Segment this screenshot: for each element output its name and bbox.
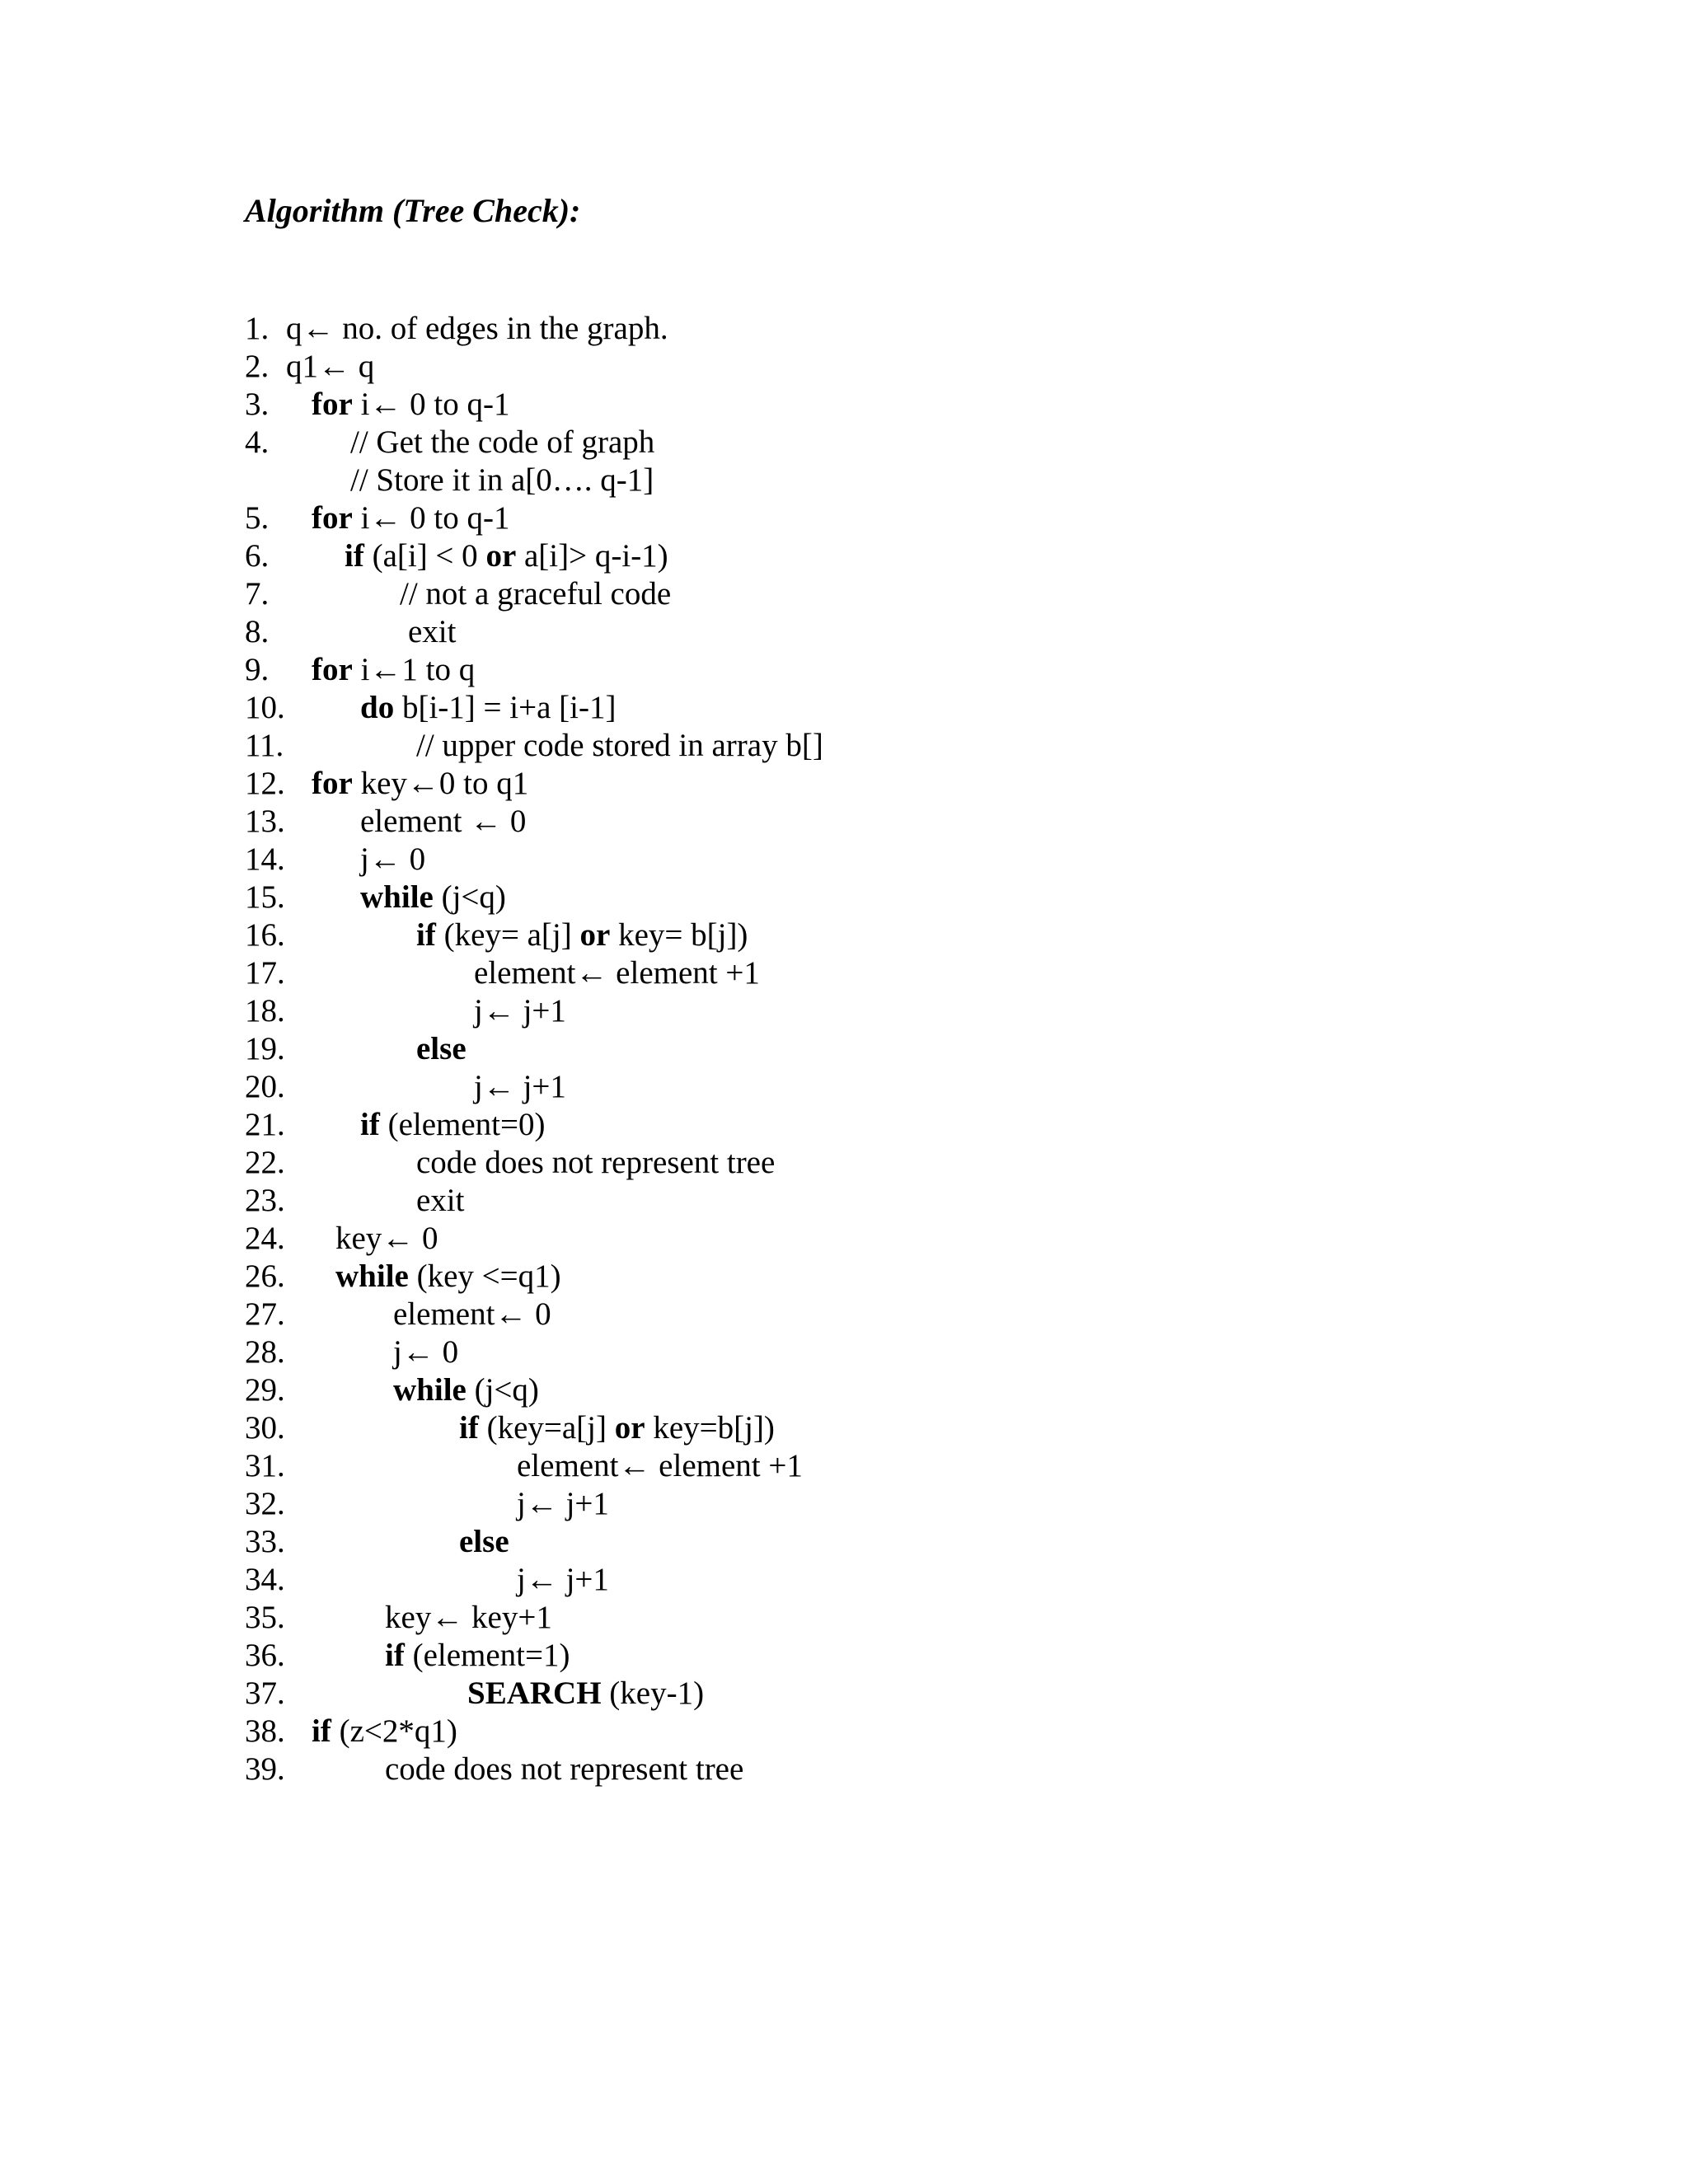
line-number: 10. (245, 690, 285, 725)
keyword: else (459, 1524, 509, 1559)
line-code (350, 424, 654, 462)
code-text: key← key+1 (385, 1600, 552, 1635)
line-number: 9. (245, 652, 270, 687)
line-number: 21. (245, 1107, 285, 1142)
code-text: (z<2*q1) (331, 1713, 457, 1749)
line-code (286, 348, 374, 386)
keyword: while (360, 879, 434, 915)
code-text: code does not represent tree (416, 1145, 776, 1180)
line-number: 13. (245, 804, 285, 839)
code-text: element ← 0 (360, 804, 527, 839)
keyword: else (416, 1031, 467, 1066)
code-text: exit (416, 1183, 465, 1218)
line-code (360, 1106, 545, 1144)
keyword: while (335, 1258, 409, 1294)
code-text: (key=a[j] (478, 1410, 615, 1446)
line-number: 15. (245, 879, 285, 915)
line-number: 20. (245, 1069, 285, 1104)
line-code (416, 1144, 775, 1182)
line-code (474, 1068, 566, 1106)
line-number: 31. (245, 1448, 285, 1483)
line-code (459, 1523, 509, 1561)
line-code (393, 1333, 458, 1371)
line-number: 37. (245, 1675, 285, 1711)
code-text: (j<q) (433, 879, 506, 915)
code-text: exit (408, 614, 457, 649)
line-number: 14. (245, 841, 285, 877)
code-text: j← 0 (393, 1334, 459, 1370)
code-text: element← 0 (393, 1296, 551, 1332)
line-number: 23. (245, 1183, 285, 1218)
keyword: if (385, 1638, 405, 1673)
line-code (459, 1409, 775, 1447)
keyword: if (459, 1410, 479, 1446)
code-text: key← 0 (335, 1221, 438, 1256)
line-code (416, 727, 823, 765)
line-number: 28. (245, 1334, 285, 1370)
line-number: 39. (245, 1751, 285, 1787)
keyword: if (345, 538, 364, 574)
code-text: code does not represent tree (385, 1751, 744, 1787)
line-number: 30. (245, 1410, 285, 1446)
code-text: j← j+1 (517, 1486, 609, 1521)
keyword: or (485, 538, 517, 574)
line-code (416, 916, 748, 954)
line-code (360, 841, 425, 879)
code-text: j← j+1 (474, 1069, 566, 1104)
line-number: 32. (245, 1486, 285, 1521)
line-code (416, 1182, 464, 1220)
line-number: 26. (245, 1258, 285, 1294)
line-number: 11. (245, 728, 284, 763)
code-text: j← j+1 (517, 1562, 609, 1597)
code-text: j← j+1 (474, 993, 566, 1029)
keyword: while (393, 1372, 467, 1408)
line-code (400, 575, 671, 613)
line-number: 18. (245, 993, 285, 1029)
line-code (360, 689, 616, 727)
line-number: 36. (245, 1638, 285, 1673)
line-number: 5. (245, 500, 270, 536)
code-text: (j<q) (466, 1372, 539, 1408)
code-text: key←0 to q1 (352, 766, 529, 801)
code-text: // Store it in a[0…. q-1] (350, 462, 654, 498)
line-number: 24. (245, 1221, 285, 1256)
code-text: (element=0) (379, 1107, 546, 1142)
line-code (335, 1258, 561, 1296)
line-number: 19. (245, 1031, 285, 1066)
line-code (312, 651, 475, 689)
line-number: 29. (245, 1372, 285, 1408)
line-number: 8. (245, 614, 270, 649)
line-code (393, 1296, 551, 1333)
line-number: 16. (245, 917, 285, 953)
code-text: i← 0 to q-1 (352, 500, 510, 536)
line-code (385, 1599, 552, 1637)
keyword: for (312, 652, 353, 687)
line-number: 22. (245, 1145, 285, 1180)
keyword: for (312, 766, 353, 801)
keyword: for (312, 387, 353, 422)
line-code (345, 537, 668, 575)
line-code (517, 1485, 609, 1523)
line-number: 17. (245, 955, 285, 991)
keyword: if (416, 917, 436, 953)
line-number: 3. (245, 387, 270, 422)
code-text: // not a graceful code (400, 576, 672, 612)
line-code (408, 613, 456, 651)
keyword: if (360, 1107, 380, 1142)
line-code (517, 1561, 609, 1599)
code-text: (key <=q1) (408, 1258, 561, 1294)
keyword: for (312, 500, 353, 536)
code-text: q← no. of edges in the graph. (286, 311, 668, 346)
keyword: or (579, 917, 611, 953)
line-number: 34. (245, 1562, 285, 1597)
keyword: SEARCH (467, 1675, 602, 1711)
line-number: 1. (245, 311, 270, 346)
keyword: do (360, 690, 395, 725)
line-code (286, 310, 668, 348)
keyword: or (614, 1410, 645, 1446)
line-number: 6. (245, 538, 270, 574)
code-text: // upper code stored in array b[] (416, 728, 823, 763)
line-code (474, 954, 760, 992)
line-code (335, 1220, 438, 1258)
code-text: i←1 to q (352, 652, 476, 687)
line-code (385, 1637, 570, 1675)
line-code (360, 803, 526, 841)
line-number: 2. (245, 349, 270, 384)
line-code (360, 879, 506, 916)
code-text: element← element +1 (517, 1448, 803, 1483)
code-text: q1← q (286, 349, 375, 384)
line-code (393, 1371, 539, 1409)
code-text: (key= a[j] (435, 917, 580, 953)
line-code (312, 386, 509, 424)
line-code (312, 1713, 457, 1750)
line-code (312, 765, 528, 803)
code-text: key=b[j]) (645, 1410, 775, 1446)
code-text: (element=1) (404, 1638, 570, 1673)
code-text: j← 0 (360, 841, 426, 877)
code-text: a[i]> q-i-1) (516, 538, 668, 574)
line-code (312, 499, 509, 537)
algorithm-title: Algorithm (Tree Check): (245, 192, 581, 229)
line-number: 7. (245, 576, 270, 612)
code-text: b[i-1] = i+a [i-1] (394, 690, 617, 725)
code-text: element← element +1 (474, 955, 760, 991)
code-text: (a[i] < 0 (363, 538, 486, 574)
line-number: 27. (245, 1296, 285, 1332)
line-number: 12. (245, 766, 285, 801)
code-text: key= b[j]) (610, 917, 748, 953)
line-code (416, 1030, 467, 1068)
line-number: 4. (245, 424, 270, 460)
line-code (474, 992, 566, 1030)
line-number: 35. (245, 1600, 285, 1635)
line-number: 33. (245, 1524, 285, 1559)
code-text: // Get the code of graph (350, 424, 655, 460)
line-code (350, 462, 654, 499)
code-text: i← 0 to q-1 (352, 387, 510, 422)
line-number: 38. (245, 1713, 285, 1749)
line-code (467, 1675, 704, 1713)
code-text: (key-1) (601, 1675, 705, 1711)
line-code (385, 1750, 743, 1788)
line-code (517, 1447, 803, 1485)
keyword: if (312, 1713, 331, 1749)
